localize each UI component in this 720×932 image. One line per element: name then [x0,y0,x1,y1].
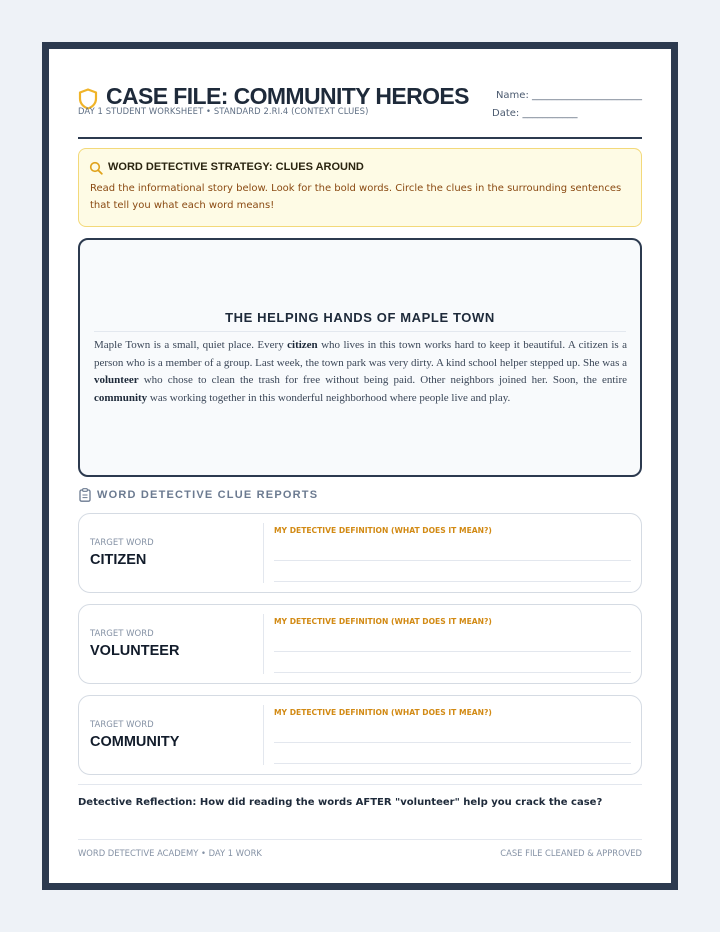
footer [78,839,642,858]
definition-writing-line[interactable] [274,672,631,673]
story-text-segment: Maple Town is a small, quiet place. Every [94,339,288,351]
footer-right: CASE FILE CLEANED & APPROVED [500,848,642,858]
date-field[interactable]: Date: ___________ [492,108,578,119]
clipboard-icon [79,488,91,502]
bold-word-community: community [94,391,148,404]
target-word: VOLUNTEER [90,643,180,659]
clue-card-community [78,695,642,775]
definition-label: MY DETECTIVE DEFINITION (WHAT DOES IT MEAN?) [274,708,492,717]
bold-word-citizen: citizen [287,339,318,351]
reflection-prompt: Detective Reflection: How did reading the words AFTER "volunteer" help you crack the case? [78,784,642,808]
strategy-box [78,148,642,227]
target-word-label: TARGET WORD [90,720,154,730]
definition-writing-line[interactable] [274,742,631,743]
name-field[interactable]: Name: ______________________ [495,90,642,101]
search-icon [89,161,103,175]
clue-card-volunteer [78,604,642,684]
definition-writing-line[interactable] [274,581,631,582]
target-word: CITIZEN [90,552,147,568]
card-divider [263,523,264,583]
worksheet-page [42,42,678,890]
card-divider [263,614,264,674]
definition-writing-line[interactable] [274,763,631,764]
story-text-segment: was working together in this wonderful neighborhood where people live and play. [147,391,511,404]
reports-title: WORD DETECTIVE CLUE REPORTS [97,489,319,501]
footer-left: WORD DETECTIVE ACADEMY • DAY 1 WORK [78,848,262,858]
story-box [78,238,642,477]
target-word-label: TARGET WORD [90,629,154,639]
page-title: CASE FILE: COMMUNITY HEROES [106,83,469,109]
card-divider [263,705,264,765]
strategy-title: WORD DETECTIVE STRATEGY: CLUES AROUND [108,161,364,173]
target-word-label: TARGET WORD [90,538,154,548]
bold-word-volunteer: volunteer [94,374,139,386]
strategy-text: Read the informational story below. Look for the bold words. Circle the clues in the surrounding sentences that tell you what each word means! [90,183,622,211]
definition-label: MY DETECTIVE DEFINITION (WHAT DOES IT MEAN?) [274,526,492,535]
clue-card-citizen [78,513,642,593]
definition-writing-line[interactable] [274,560,631,561]
definition-writing-line[interactable] [274,651,631,652]
target-word: COMMUNITY [90,734,180,750]
page-subtitle: DAY 1 STUDENT WORKSHEET • STANDARD 2.RI.4 (CONTEXT CLUES) [78,106,369,116]
story-text-segment: who lives in this town works hard to keep it beautiful. A citizen is a person who is a member of a group. Last week, the town park was very dirty. A kind school helper stepped up. She was a [94,339,628,369]
story-text [94,337,627,407]
definition-label: MY DETECTIVE DEFINITION (WHAT DOES IT MEAN?) [274,617,492,626]
story-title: THE HELPING HANDS OF MAPLE TOWN [94,310,626,332]
story-text-segment: who chose to clean the trash for free without being paid. Other neighbors joined her. Soon, the entire [138,374,627,386]
